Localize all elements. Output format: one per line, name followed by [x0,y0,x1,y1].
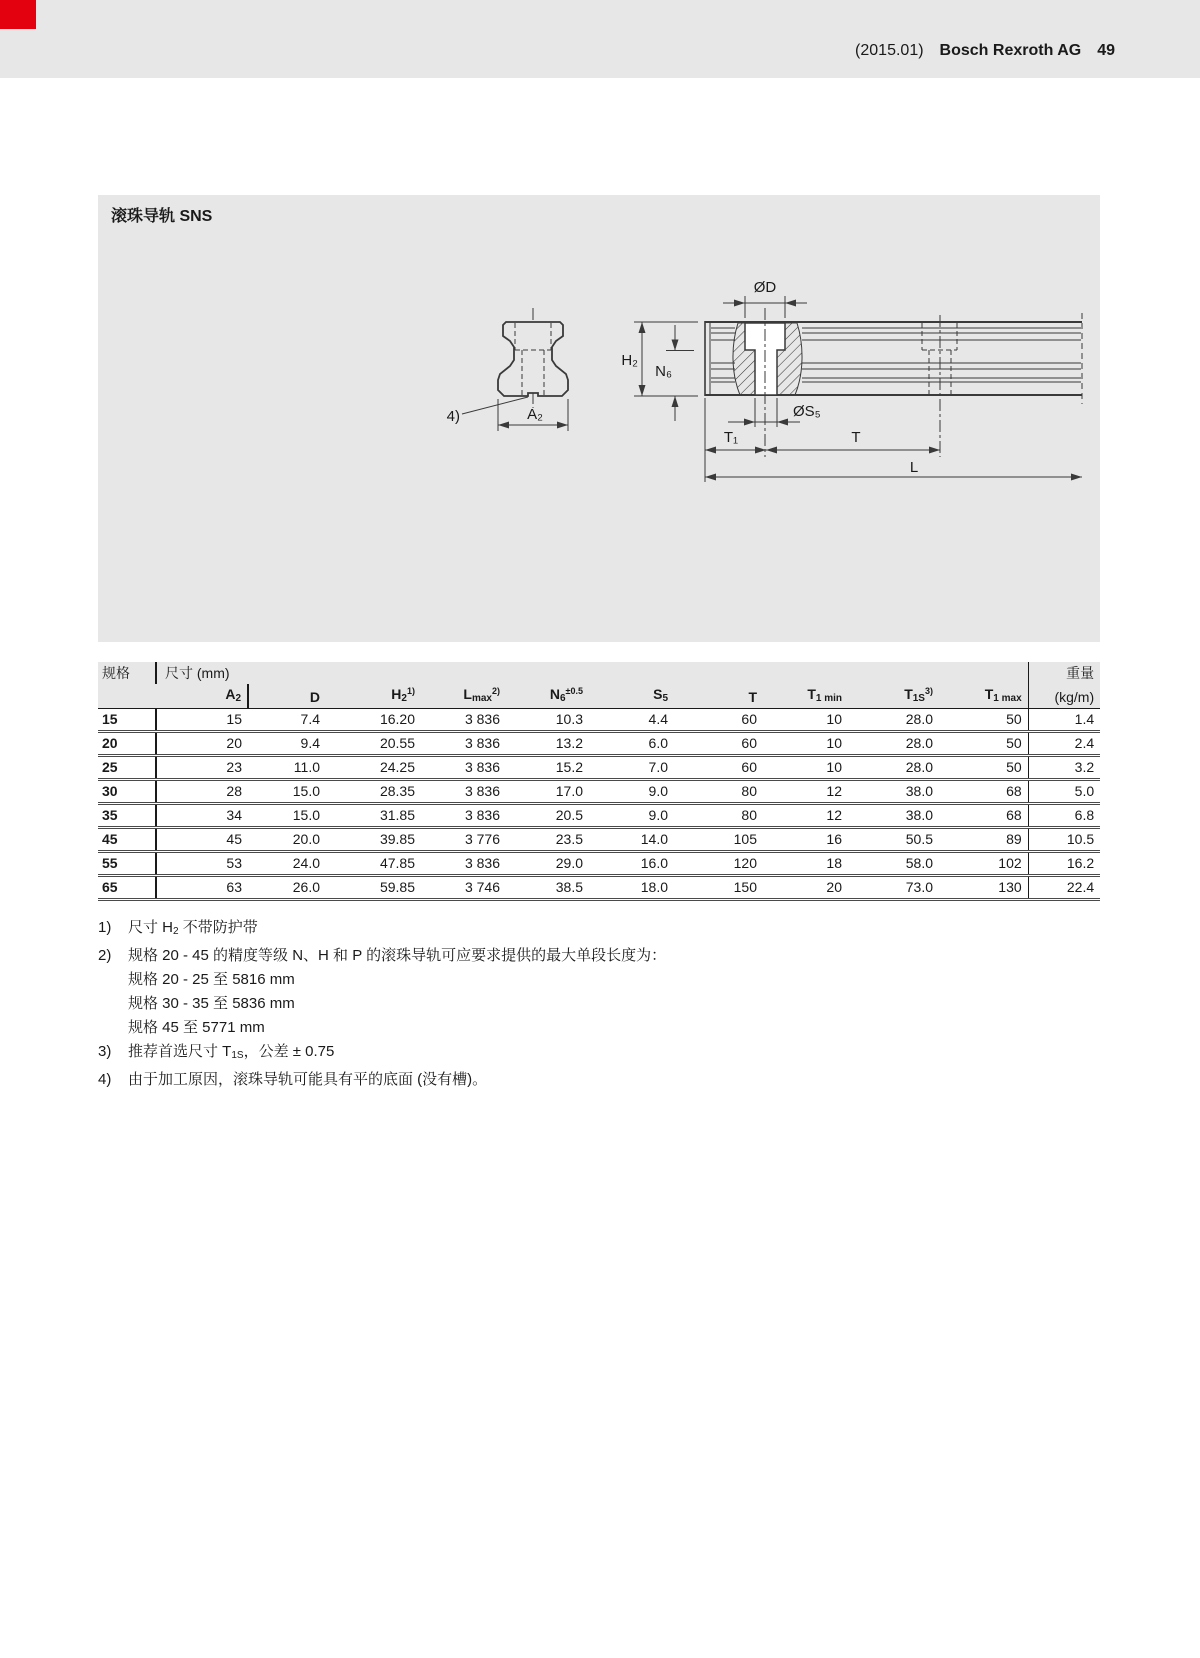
footnote-text: 推荐首选尺寸 $T_{1S}$，公差 ± 0.75 [128,1043,335,1061]
size-cell: 20 [102,734,118,751]
value-cell: 15.2 [555,758,583,775]
value-cell: 105 [733,830,757,847]
rail-cross-section [462,308,568,431]
page-top-band [0,0,1200,78]
figure-title: 滚珠导轨 SNS [111,208,213,225]
value-cell: 31.85 [379,806,415,823]
col-header-s5: $S_5$ [589,684,674,708]
value-cell: 7.4 [300,710,320,727]
table-row [98,803,1100,827]
col-header-a2: $A_2$ [156,684,248,708]
col-header-n6: $N_6^{\pm 0.5}$ [506,684,589,708]
value-cell: 24.0 [292,854,320,871]
company-name: Bosch Rexroth AG [939,42,1082,59]
value-cell: 29.0 [555,854,583,871]
size-cell: 65 [102,878,118,895]
value-cell: 1.4 [1028,708,1100,731]
value-cell: 60 [741,758,757,775]
table-row [98,851,1100,875]
dim-label-d: ØD [753,279,777,296]
value-cell: 73.0 [905,878,933,895]
value-cell: 18 [826,854,842,871]
value-cell: 80 [741,806,757,823]
footnote-row [98,1016,1018,1040]
value-cell: 3 836 [464,854,500,871]
footnote-row [98,992,1018,1016]
value-cell: 18.0 [640,878,668,895]
footnote-text: 规格 20 - 25 至 5816 mm [128,971,295,988]
value-cell: 16 [826,830,842,847]
footnote-row [98,1040,1018,1068]
footnote-text: 由于加工原因，滚珠导轨可能具有平的底面 (没有槽)。 [128,1071,488,1088]
col-header-d: D [248,684,326,708]
value-cell: 3 776 [464,830,500,847]
value-cell: 14.0 [640,830,668,847]
value-cell: 38.5 [555,878,583,895]
running-header [855,42,1115,60]
rail-side-view [634,296,1082,482]
value-cell: 3 836 [464,758,500,775]
value-cell: 12 [826,806,842,823]
value-cell: 3 836 [464,734,500,751]
value-cell: 3 836 [464,710,500,727]
value-cell: 24.25 [379,758,415,775]
value-cell: 3 746 [464,878,500,895]
value-cell: 28.0 [905,758,933,775]
value-cell: 28 [156,779,248,803]
value-cell: 59.85 [379,878,415,895]
table-row [98,875,1100,899]
value-cell: 2.4 [1028,731,1100,755]
value-cell: 50 [1006,758,1022,775]
value-cell: 22.4 [1028,875,1100,899]
figure-box [98,195,1100,642]
value-cell: 130 [998,878,1022,895]
footnote-marker [98,1016,128,1040]
page-number: 49 [1097,42,1115,59]
col-header-size: 规格 [98,662,156,708]
value-cell: 3 836 [464,806,500,823]
value-cell: 7.0 [648,758,668,775]
value-cell: 15.0 [292,782,320,799]
value-cell: 50 [1006,710,1022,727]
value-cell: 20 [156,731,248,755]
value-cell: 16.0 [640,854,668,871]
value-cell: 38.0 [905,782,933,799]
dim-label-n6: N₆ [655,363,672,380]
footnote-text: 尺寸 $H_2$ 不带防护带 [128,919,258,937]
table-row [98,708,1100,731]
dim-label-a2: A₂ [527,406,543,423]
value-cell: 10 [826,710,842,727]
value-cell: 120 [733,854,757,871]
size-cell: 30 [102,782,118,799]
value-cell: 39.85 [379,830,415,847]
value-cell: 20.55 [379,734,415,751]
footnote-row [98,1068,1018,1092]
footnote-marker: 1) [98,919,112,936]
value-cell: 150 [733,878,757,895]
value-cell: 15.0 [292,806,320,823]
value-cell: 9.4 [300,734,320,751]
footnote-row [98,944,1018,968]
value-cell: 68 [1006,782,1022,799]
value-cell: 16.2 [1028,851,1100,875]
value-cell: 53 [156,851,248,875]
footnote-row [98,968,1018,992]
value-cell: 26.0 [292,878,320,895]
value-cell: 102 [998,854,1022,871]
col-header-t: T [674,684,763,708]
value-cell: 28.0 [905,734,933,751]
value-cell: 20.0 [292,830,320,847]
value-cell: 68 [1006,806,1022,823]
dim-label-t: T [851,429,861,446]
table-header [98,662,1100,708]
footnotes [98,916,1018,1092]
value-cell: 9.0 [648,782,668,799]
value-cell: 12 [826,782,842,799]
spec-table-body [98,708,1100,899]
value-cell: 5.0 [1028,779,1100,803]
footnote-marker: 2) [98,947,112,964]
value-cell: 10.5 [1028,827,1100,851]
value-cell: 20 [826,878,842,895]
footnote-marker [98,968,128,992]
footnote-text: 规格 30 - 35 至 5836 mm [128,995,295,1012]
dim-label-h2: H₂ [621,352,638,369]
table-row [98,779,1100,803]
footnote-marker: 4) [98,1071,112,1088]
footnote-text: 规格 45 至 5771 mm [128,1019,265,1036]
figure-footnote-ref: 4) [446,408,460,425]
col-header-weight-unit: (kg/m) [1028,684,1100,708]
table-row [98,755,1100,779]
size-cell: 15 [102,710,118,727]
rail-dimension-drawing [98,195,1100,642]
value-cell: 28.0 [905,710,933,727]
value-cell: 10 [826,734,842,751]
value-cell: 10 [826,758,842,775]
value-cell: 3.2 [1028,755,1100,779]
value-cell: 80 [741,782,757,799]
footnote-marker [98,992,128,1016]
value-cell: 60 [741,734,757,751]
table-row [98,731,1100,755]
value-cell: 34 [156,803,248,827]
col-header-t1min: $T_{1 min}$ [763,684,848,708]
footnote-text: 规格 20 - 45 的精度等级 N、H 和 P 的滚珠导轨可应要求提供的最大单段长度为： [128,947,667,964]
value-cell: 58.0 [905,854,933,871]
col-header-t1max: $T_{1 max}$ [939,684,1028,708]
dim-label-t1: T₁ [723,429,739,446]
table-row [98,827,1100,851]
edition-date: (2015.01) [855,42,924,59]
dim-label-l: L [909,459,919,476]
value-cell: 63 [156,875,248,899]
col-header-h2: $H_2^{1)}$ [326,684,421,708]
value-cell: 47.85 [379,854,415,871]
value-cell: 89 [1006,830,1022,847]
red-corner-mark [0,0,36,29]
value-cell: 23.5 [555,830,583,847]
value-cell: 16.20 [379,710,415,727]
value-cell: 17.0 [555,782,583,799]
col-header-lmax: $L_{max}^{2)}$ [421,684,506,708]
value-cell: 4.4 [648,710,668,727]
value-cell: 13.2 [555,734,583,751]
value-cell: 50 [1006,734,1022,751]
dimension-table-section [98,662,1100,901]
value-cell: 6.0 [648,734,668,751]
col-header-t1s: $T_{1S}^{3)}$ [848,684,939,708]
value-cell: 9.0 [648,806,668,823]
value-cell: 28.35 [379,782,415,799]
value-cell: 45 [156,827,248,851]
value-cell: 23 [156,755,248,779]
value-cell: 3 836 [464,782,500,799]
value-cell: 6.8 [1028,803,1100,827]
footnote-row [98,916,1018,944]
dim-label-s5: ØS₅ [793,403,821,420]
col-header-dimensions: 尺寸 (mm) [156,662,1028,684]
value-cell: 10.3 [555,710,583,727]
col-header-weight: 重量 [1028,662,1100,684]
value-cell: 50.5 [905,830,933,847]
value-cell: 38.0 [905,806,933,823]
dimension-table [98,662,1100,901]
value-cell: 15 [156,708,248,731]
size-cell: 35 [102,806,118,823]
footnote-marker: 3) [98,1043,112,1060]
value-cell: 11.0 [293,758,320,775]
value-cell: 60 [741,710,757,727]
size-cell: 25 [102,758,118,775]
rail-profile-outline [498,322,568,396]
size-cell: 45 [102,830,118,847]
value-cell: 20.5 [555,806,583,823]
size-cell: 55 [102,854,118,871]
